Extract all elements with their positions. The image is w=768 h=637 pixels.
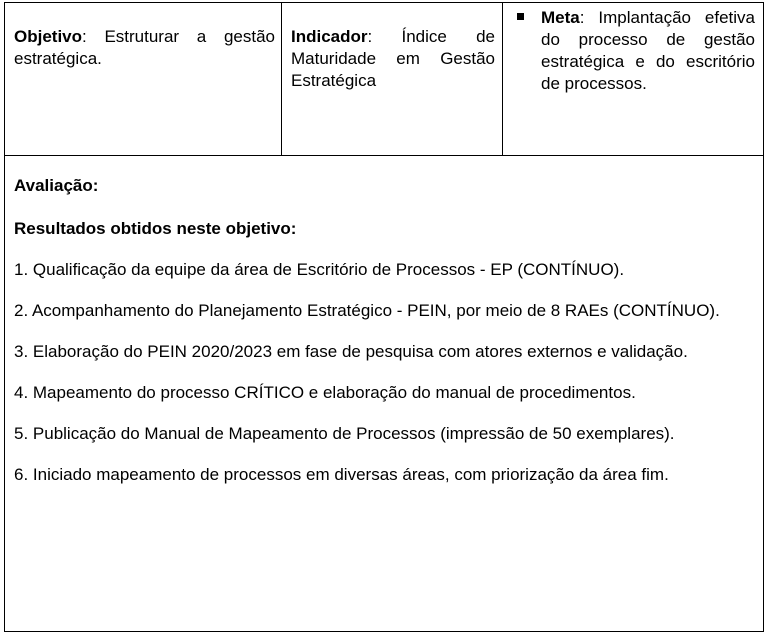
meta-text: : Implantação efetiva do processo de gestão estratégica e do escritório de processos. [541,8,755,93]
meta-bullet-item [513,7,755,95]
result-item: 6. Iniciado mapeamento de processos em diversas áreas, com priorização da área fim. [14,465,669,484]
evaluation-table [4,2,764,632]
indicador-text: : Índice de Maturidade em Gestão Estratégica [291,27,495,90]
results-subheading: Resultados obtidos neste objetivo: [14,219,297,238]
objetivo-label: Objetivo [14,27,83,46]
meta-label: Meta [541,8,580,27]
indicador-cell [282,3,503,155]
result-item: 5. Publicação do Manual de Mapeamento de Processos (impressão de 50 exemplares). [14,424,675,443]
objetivo-text: : Estruturar a gestão estratégica. [14,27,275,68]
square-bullet-icon [517,13,524,20]
meta-cell [503,3,763,155]
indicador-label: Indicador [291,27,368,46]
avaliacao-heading: Avaliação: [14,176,99,195]
result-item: 2. Acompanhamento do Planejamento Estratégico - PEIN, por meio de 8 RAEs (CONTÍNUO). [14,301,720,320]
avaliacao-section [5,156,763,505]
result-item: 3. Elaboração do PEIN 2020/2023 em fase de pesquisa com atores externos e validação. [14,342,688,361]
header-row [5,3,763,156]
result-item: 1. Qualificação da equipe da área de Escritório de Processos - EP (CONTÍNUO). [14,260,625,279]
result-item: 4. Mapeamento do processo CRÍTICO e elaboração do manual de procedimentos. [14,383,636,402]
objetivo-cell [5,3,282,155]
